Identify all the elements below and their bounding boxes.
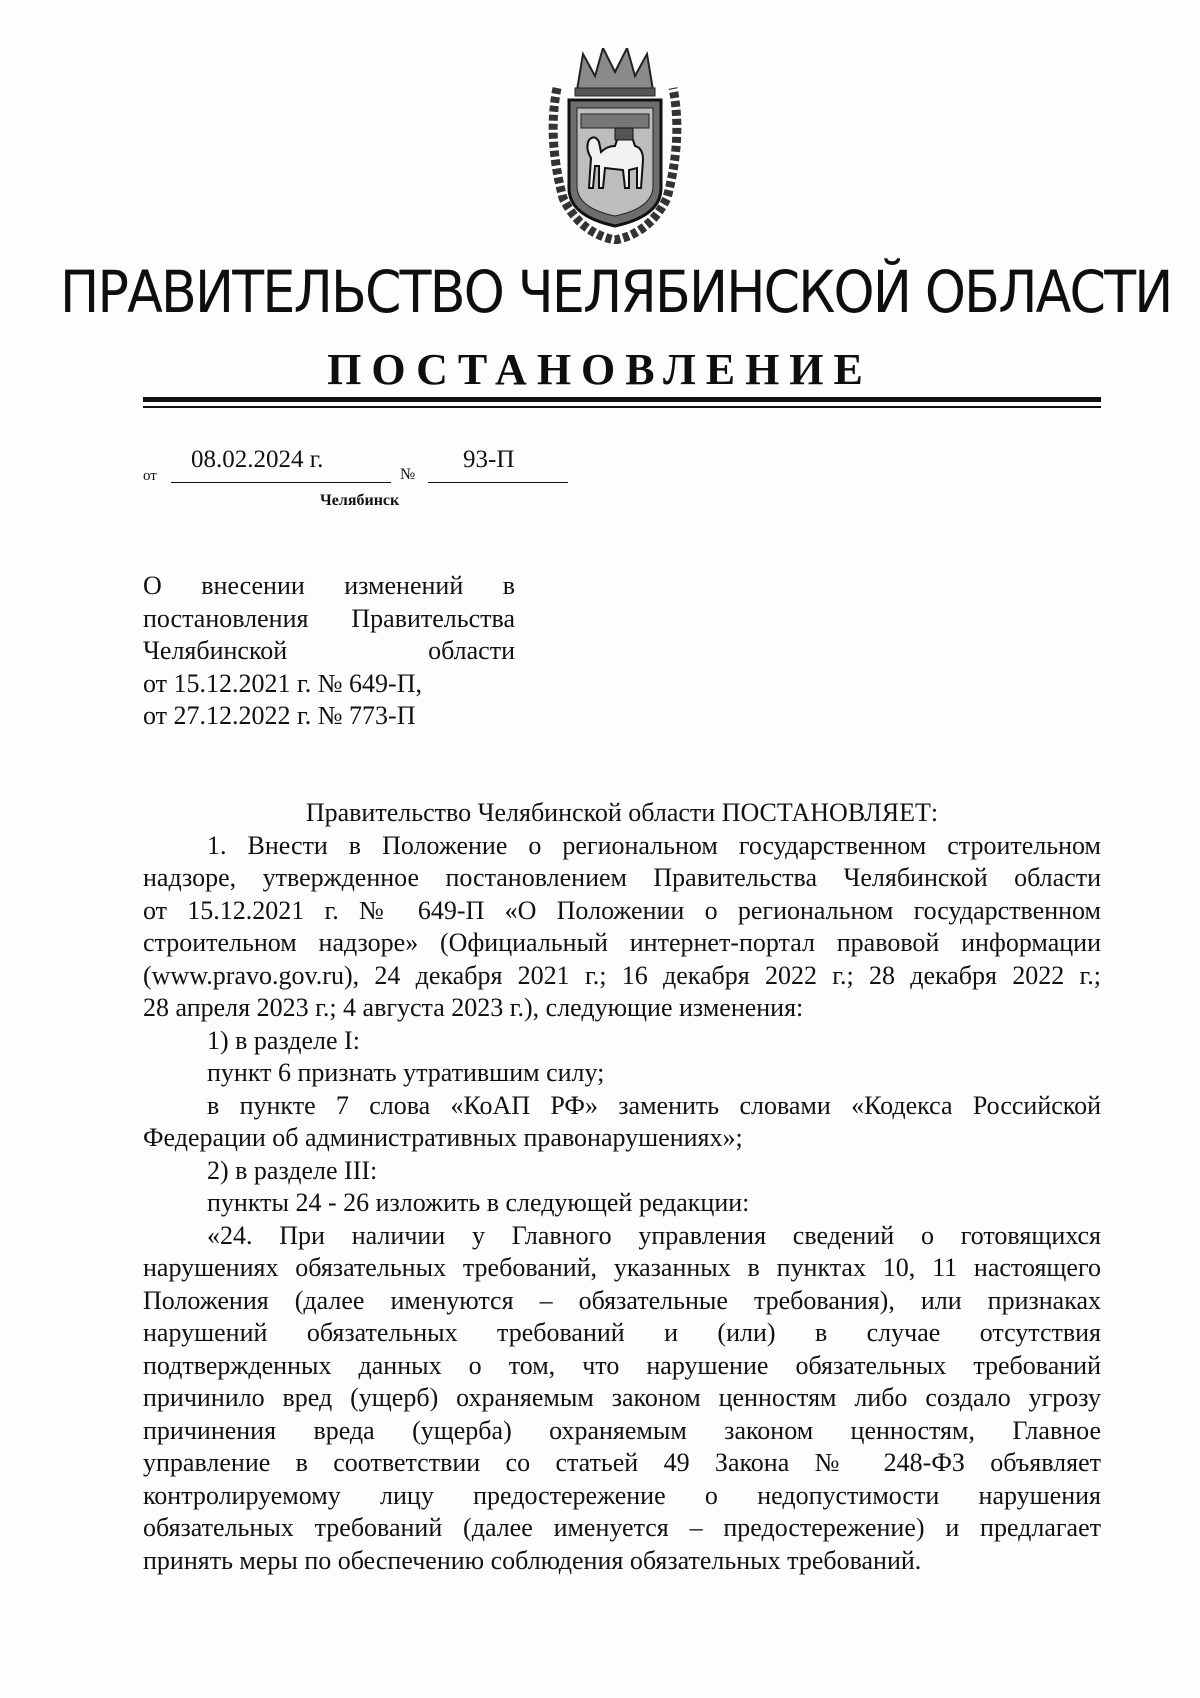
header-divider-thick [143,397,1101,402]
document-date: 08.02.2024 г. [191,446,324,473]
date-label: от [143,468,157,484]
body-line: нарушениях обязательных требований, указанных в пунктах 10, 11 настоящего [143,1253,1101,1282]
body-line: от 15.12.2021 г. № 649-П «О Положении о региональном государственном [143,895,1101,925]
subject-line: О внесении изменений в [143,571,515,600]
subject-line: постановления Правительства [143,603,515,633]
document-city: Челябинск [320,492,400,509]
body-line: подтвержденных данных о том, что нарушение обязательных требований [143,1350,1101,1380]
body-line: управление в соответствии со статьей 49 Закона № 248-ФЗ объявляет [143,1448,1101,1477]
body-line: пункты 24 - 26 изложить в следующей редакции: [207,1188,750,1217]
body-preamble: Правительство Челябинской области ПОСТАНОВЛЯЕТ: [305,798,939,827]
number-underline [428,482,568,483]
document-type: ПОСТАНОВЛЕНИЕ [327,345,873,394]
coat-of-arms-icon [545,48,685,244]
body-line: 1) в разделе I: [207,1025,360,1055]
body-line: нарушений обязательных требований и (или) в случае отсутствия [143,1318,1101,1347]
number-label: № [400,466,416,483]
body-line: «24. При наличии у Главного управления сведений о готовящихся [207,1220,1101,1250]
government-title: ПРАВИТЕЛЬСТВО ЧЕЛЯБИНСКОЙ ОБЛАСТИ [60,258,1172,326]
body-line: надзоре, утвержденное постановлением Правительства Челябинской области [143,863,1101,892]
subject-line: от 27.12.2022 г. № 773-П [143,701,416,730]
body-line: 1. Внести в Положение о региональном государственном строительном [207,830,1101,860]
subject-line: Челябинской области [143,636,515,665]
body-line: в пункте 7 слова «КоАП РФ» заменить словами «Кодекса Российской [207,1090,1101,1120]
document-meta [143,446,583,509]
body-line: обязательных требований (далее именуется – предостережение) и предлагает [143,1513,1101,1542]
document-subject [143,570,515,733]
body-line: 28 апреля 2023 г.; 4 августа 2023 г.), следующие изменения: [143,993,804,1022]
header-divider-thin [143,406,1101,408]
body-line: (www.pravo.gov.ru), 24 декабря 2021 г.; 16 декабря 2022 г.; 28 декабря 2022 г.; [143,960,1101,990]
body-line: причинения вреда (ущерба) охраняемым законом ценностям, Главное [143,1415,1101,1445]
body-line: причинило вред (ущерб) охраняемым законом ценностям либо создало угрозу [143,1383,1101,1412]
body-line: принять меры по обеспечению соблюдения обязательных требований. [143,1545,922,1575]
body-line: Федерации об административных правонарушениях»; [143,1123,743,1152]
document-number: 93-П [463,446,515,473]
body-line: 2) в разделе III: [207,1155,378,1185]
subject-line: от 15.12.2021 г. № 649-П, [143,668,422,698]
body-line: строительном надзоре» (Официальный интернет-портал правовой информации [143,928,1101,957]
body-line: Положения (далее именуются – обязательные требования), или признаках [143,1285,1101,1315]
date-underline [171,482,391,483]
body-line: контролируемому лицу предостережение о недопустимости нарушения [143,1480,1101,1510]
document-body [143,797,1101,1577]
body-line: пункт 6 признать утратившим силу; [207,1058,605,1087]
